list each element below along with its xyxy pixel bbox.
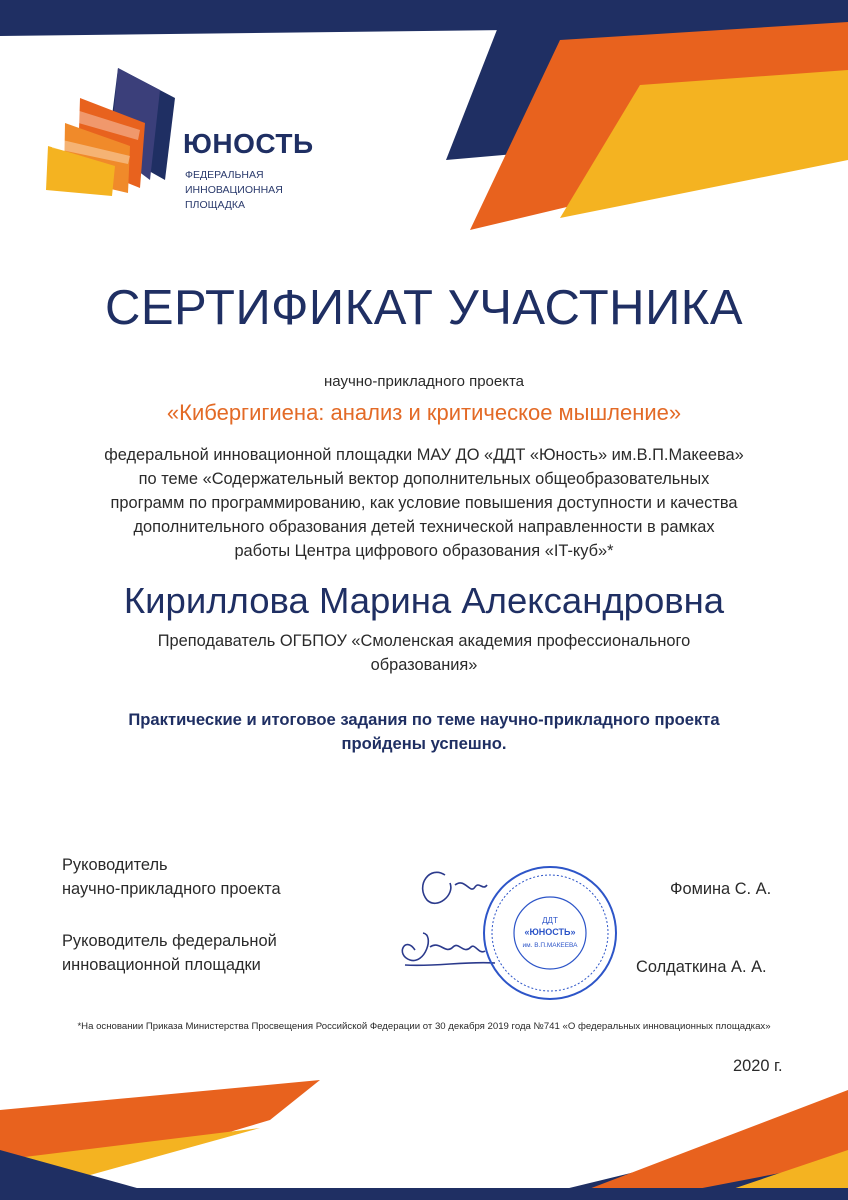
result-line: Практические и итоговое задания по теме научно-прикладного проекта: [128, 710, 720, 729]
project-name: «Кибергигиена: анализ и критическое мышление»: [166, 400, 682, 425]
description-line: дополнительного образования детей технической направленности в рамках: [133, 518, 715, 536]
position-line: образования»: [370, 656, 478, 674]
description-line: федеральной инновационной площадки МАУ ДО «ДДТ «Юность» им.В.П.Макеева»: [104, 446, 744, 464]
description-line: программ по программированию, как условие повышения доступности и качества: [110, 494, 738, 512]
signatory-role-project-lead: [62, 853, 281, 901]
certificate-title: СЕРТИФИКАТ УЧАСТНИКА: [104, 281, 744, 335]
project-label: научно-прикладного проекта: [323, 373, 525, 390]
brand-name: ЮНОСТЬ: [183, 128, 314, 159]
role-line: научно-прикладного проекта: [62, 880, 281, 898]
handwritten-signature-1: [423, 872, 487, 903]
project-description: [40, 443, 808, 563]
signatory-name-site-lead: Солдаткина А. А.: [636, 958, 767, 976]
role-line: Руководитель федеральной: [62, 932, 277, 950]
yunost-logo-icon: [40, 68, 180, 198]
stamp-line-3: им. В.П.МАКЕЕВА: [522, 942, 578, 949]
stamp-line-2: «ЮНОСТЬ»: [524, 927, 576, 937]
handwritten-signature-2: [402, 933, 495, 965]
signatory-role-site-lead: [62, 929, 277, 977]
brand-subtitle-line: ПЛОЩАДКА: [185, 199, 246, 211]
result-line: пройдены успешно.: [341, 734, 507, 753]
description-line: по теме «Содержательный вектор дополнительных общеобразовательных: [138, 470, 710, 488]
recipient-name: Кириллова Марина Александровна: [123, 580, 725, 621]
signatures-and-stamp: [375, 855, 635, 1005]
brand-subtitle: [185, 168, 283, 213]
year: 2020 г.: [733, 1057, 783, 1075]
stamp-line-1: ДДТ: [542, 916, 558, 925]
position-line: Преподаватель ОГБПОУ «Смоленская академия профессионального: [157, 632, 691, 650]
signatory-name-project-lead: Фомина С. А.: [670, 880, 772, 898]
recipient-position: [0, 629, 848, 677]
footnote: *На основании Приказа Министерства Просвещения Российской Федерации от 30 декабря 2019 года №741 «О федеральных инновационных площадках»: [77, 1021, 771, 1032]
brand-subtitle-line: ИННОВАЦИОННАЯ: [185, 184, 283, 196]
role-line: Руководитель: [62, 856, 168, 874]
description-line: работы Центра цифрового образования «IT-куб»*: [234, 542, 614, 560]
bottom-navy-bar: [0, 1188, 848, 1200]
brand-subtitle-line: ФЕДЕРАЛЬНАЯ: [185, 169, 264, 181]
role-line: инновационной площадки: [62, 956, 261, 974]
result-statement: [0, 708, 848, 756]
round-stamp: [484, 867, 616, 999]
